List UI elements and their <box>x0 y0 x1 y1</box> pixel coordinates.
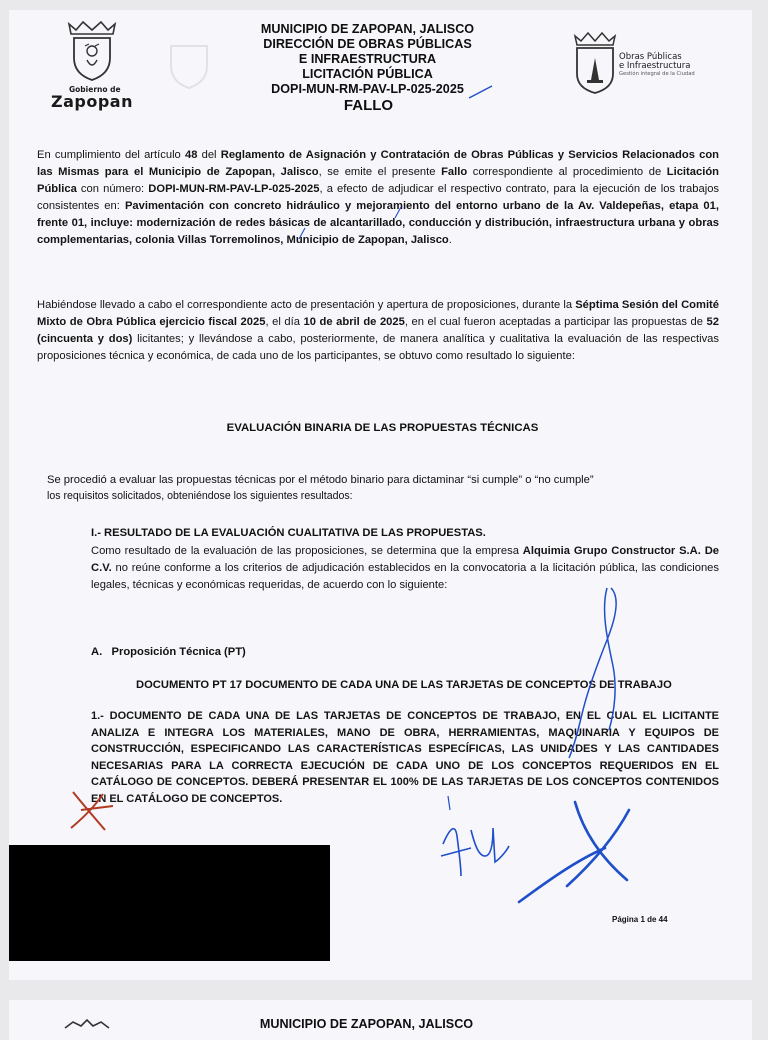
paragraph-legal-basis: En cumplimiento del artículo 48 del Reglamento de Asignación y Contratación de Obras Públicas y Servicios Relacionados con las Mismas para el Municipio de Zapopan, Jalisco, se emite el presente Fallo correspondiente al procedimiento de Licitación Pública con número: DOPI-MUN-RM-PAV-LP-025-2025, a efecto de adjudicar el respectivo contrato, para la ejecución de los trabajos consistentes en: Pavimentación con concreto hidráulico y mejoramiento del entorno urbano de la Av. Valdepeñas, etapa 01, frente 01, incluye: modernización de redes básicas de alcantarillado, conducción y distribución, infraestructura urbana y obras complementarias, colonia Villas Torremolinos, Municipio de Zapopan, Jalisco. <box>37 149 720 246</box>
binary-method-line1: Se procedió a evaluar las propuestas técnicas por el método binario para dictaminar “si cumple” o “no cumple” <box>47 474 594 486</box>
obras-publicas-shield-icon <box>569 30 621 96</box>
paragraph-result: Como resultado de la evaluación de las proposiciones, se determina que la empresa Alquimia Grupo Constructor S.A. De C.V. no reúne conforme a los criterios de adjudicación establecidos en la convocatoria a la licitación pública, las condiciones legales, técnicas y económicas requeridas, de acuerdo con lo siguiente: <box>91 545 719 591</box>
header-tender-number: DOPI-MUN-RM-PAV-LP-025-2025 <box>271 82 464 96</box>
page2-header-municipality: MUNICIPIO DE ZAPOPAN, JALISCO <box>259 1017 474 1031</box>
document-page-1 <box>9 10 752 980</box>
header-direction: DIRECCIÓN DE OBRAS PÚBLICAS <box>263 37 472 51</box>
document-page-2-top <box>9 1000 752 1040</box>
binary-method-line2: los requisitos solicitados, obteniéndose los siguientes resultados: <box>47 490 353 502</box>
logo-caption-small: Gobierno de <box>69 85 121 94</box>
header-tender: LICITACIÓN PÚBLICA <box>302 67 433 81</box>
page-title: FALLO <box>343 97 394 114</box>
paragraph-session: Habiéndose llevado a cabo el correspondiente acto de presentación y apertura de proposiciones, durante la Séptima Sesión del Comité Mixto de Obra Pública ejercicio fiscal 2025, el día 10 de abril de 2025, en el cual fueron aceptadas a participar las propuestas de 52 (cincuenta y dos) licitantes; y llevándose a cabo, posteriormente, de manera analítica y cualitativa la evaluación de las respectivas proposiciones técnica y económica, de cada uno de los participantes, se obtuvo como resultado lo siguiente: <box>37 299 719 362</box>
paragraph-requirement: 1.- DOCUMENTO DE CADA UNA DE LAS TARJETAS DE CONCEPTOS DE TRABAJO, EN EL CUAL EL LICITANTE ANALIZA E INTEGRA LOS MATERIALES, MANO DE OBRA, HERRAMIENTAS, MAQUINARIA Y EQUIPOS DE CONSTRUCCIÓN, ESPECIFICANDO LAS CARACTERÍSTICAS ESPECÍFICAS, LAS UNIDADES Y LAS CANTIDADES NECESARIAS PARA LA CORRECTA EJECUCIÓN DE CADA UNO DE LOS CONCEPTOS REQUERIDOS EN EL CATÁLOGO DE CONCEPTOS. DEBERÁ PRESENTAR EL 100% DE LAS TARJETAS DE LOS CONCEPTOS CONTENIDOS EN EL CATÁLOGO DE CONCEPTOS. <box>91 710 719 805</box>
redaction-block <box>9 845 330 961</box>
obras-publicas-line3: Gestión integral de la Ciudad <box>619 71 695 77</box>
page-number: Página 1 de 44 <box>612 915 668 924</box>
obras-publicas-line2: e Infraestructura <box>619 61 691 71</box>
item-technical-proposal: A. Proposición Técnica (PT) <box>91 646 246 658</box>
section-title: EVALUACIÓN BINARIA DE LAS PROPUESTAS TÉCNICAS <box>226 422 539 434</box>
obras-publicas-line1: Obras Públicas <box>619 52 682 62</box>
paragraph-binary-method <box>47 472 737 504</box>
document-pt17-title: DOCUMENTO PT 17 DOCUMENTO DE CADA UNA DE LAS TARJETAS DE CONCEPTOS DE TRABAJO <box>136 679 672 691</box>
obras-publicas-logo <box>569 30 749 100</box>
logo-caption-large: Zapopan <box>51 92 133 111</box>
header-municipality: MUNICIPIO DE ZAPOPAN, JALISCO <box>260 22 475 36</box>
header-infrastructure: E INFRAESTRUCTURA <box>298 52 437 66</box>
sub-heading-qualitative: I.- RESULTADO DE LA EVALUACIÓN CUALITATIVA DE LAS PROPUESTAS. <box>91 527 486 539</box>
